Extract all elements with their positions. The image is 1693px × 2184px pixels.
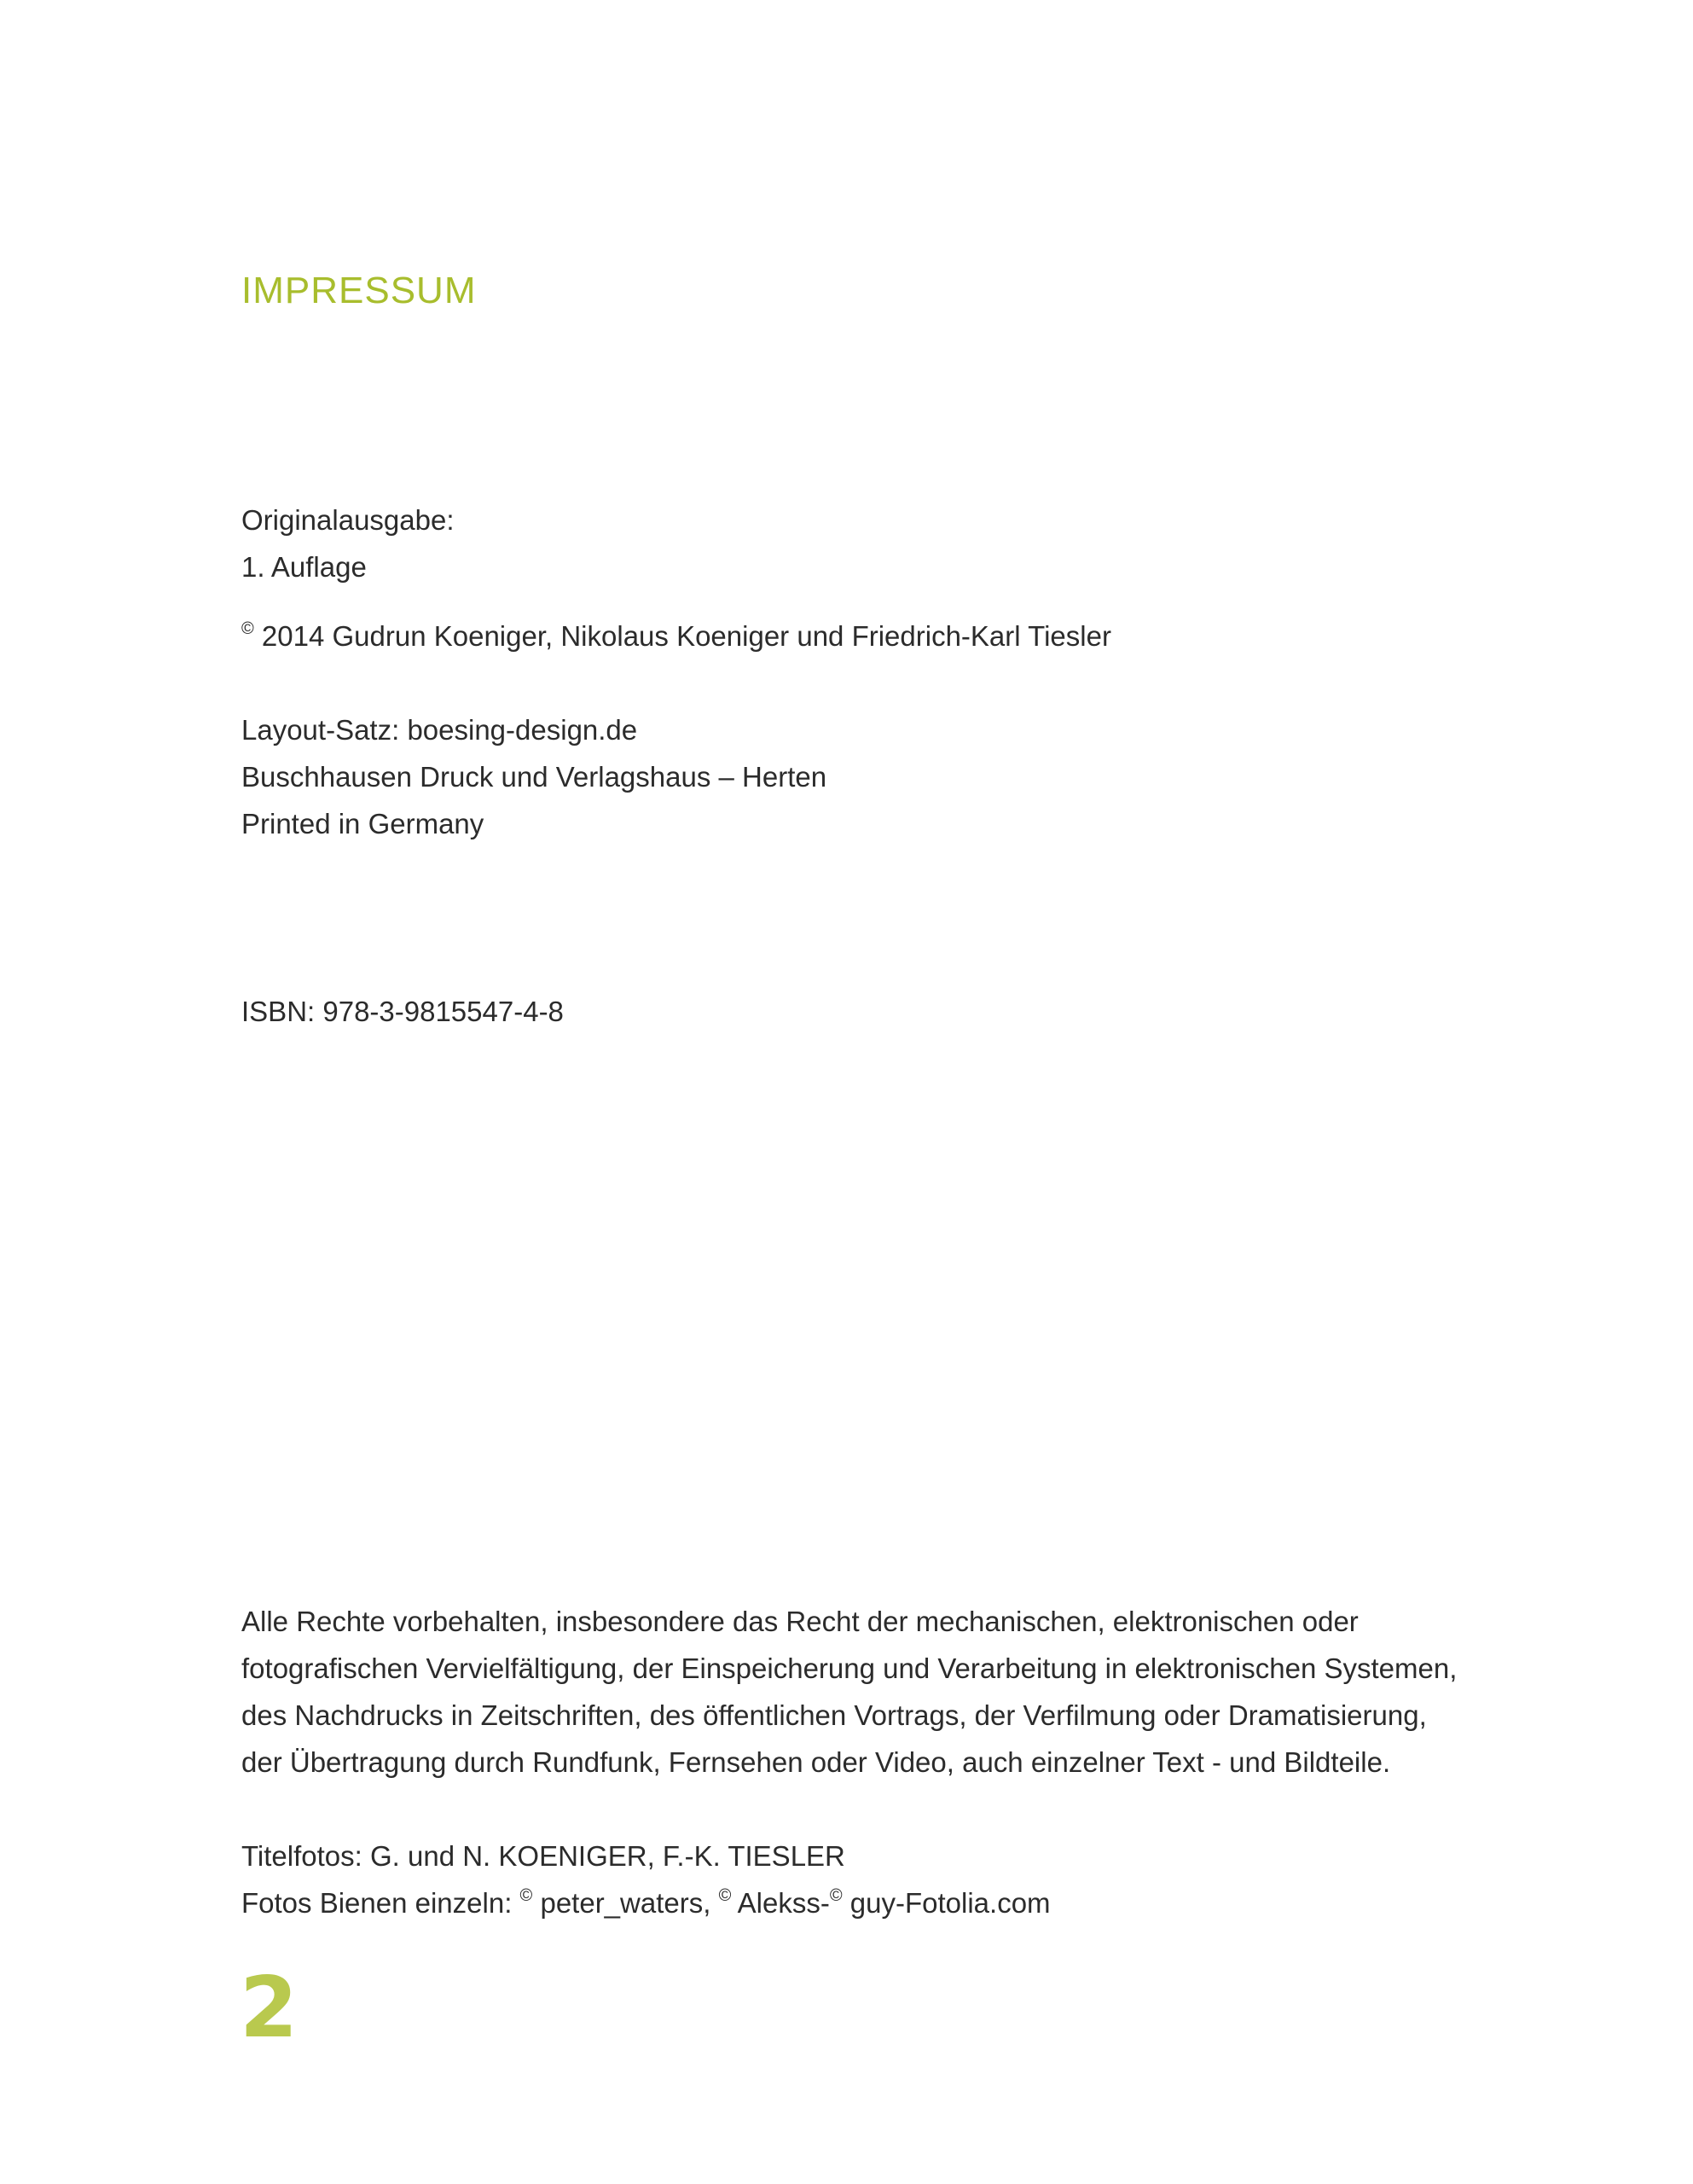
rights-line-4: der Übertragung durch Rundfunk, Fernsehen oder Video, auch einzelner Text - und Bildteile. [241, 1746, 1391, 1778]
isbn: ISBN: 978-3-9815547-4-8 [241, 996, 564, 1027]
copyright-symbol: © [519, 1886, 533, 1905]
rights-line-2: fotografischen Vervielfältigung, der Einspeicherung und Verarbeitung in elektronischen Systemen, [241, 1653, 1458, 1684]
edition-printing: 1. Auflage [241, 551, 367, 583]
photo-credit-middle: peter_waters, [532, 1887, 719, 1919]
copyright-text: 2014 Gudrun Koeniger, Nikolaus Koeniger und Friedrich-Karl Tiesler [253, 620, 1111, 652]
photo-credit-prefix: Fotos Bienen einzeln: [241, 1887, 520, 1919]
page-title: IMPRESSUM [241, 270, 477, 311]
printed-in: Printed in Germany [241, 808, 484, 839]
copyright-symbol: © [829, 1886, 843, 1905]
copyright-line [241, 619, 1111, 653]
copyright-symbol: © [718, 1886, 732, 1905]
bee-photo-credit [241, 1886, 1051, 1920]
rights-line-3: des Nachdrucks in Zeitschriften, des öffentlichen Vortrags, der Verfilmung oder Dramatisierung, [241, 1699, 1427, 1731]
photo-credit-suffix: guy-Fotolia.com [842, 1887, 1051, 1919]
page-number: 2 [240, 1960, 299, 2057]
cover-photo-credit: Titelfotos: G. und N. KOENIGER, F.-K. TIESLER [241, 1840, 845, 1872]
printer-credit: Buschhausen Druck und Verlagshaus – Herten [241, 761, 827, 793]
photo-credit-middle-2: Alekss- [731, 1887, 830, 1919]
layout-credit: Layout-Satz: boesing-design.de [241, 714, 638, 746]
rights-line-1: Alle Rechte vorbehalten, insbesondere das Recht der mechanischen, elektronischen oder [241, 1606, 1359, 1637]
edition-original: Originalausgabe: [241, 504, 455, 536]
copyright-symbol: © [241, 619, 254, 638]
